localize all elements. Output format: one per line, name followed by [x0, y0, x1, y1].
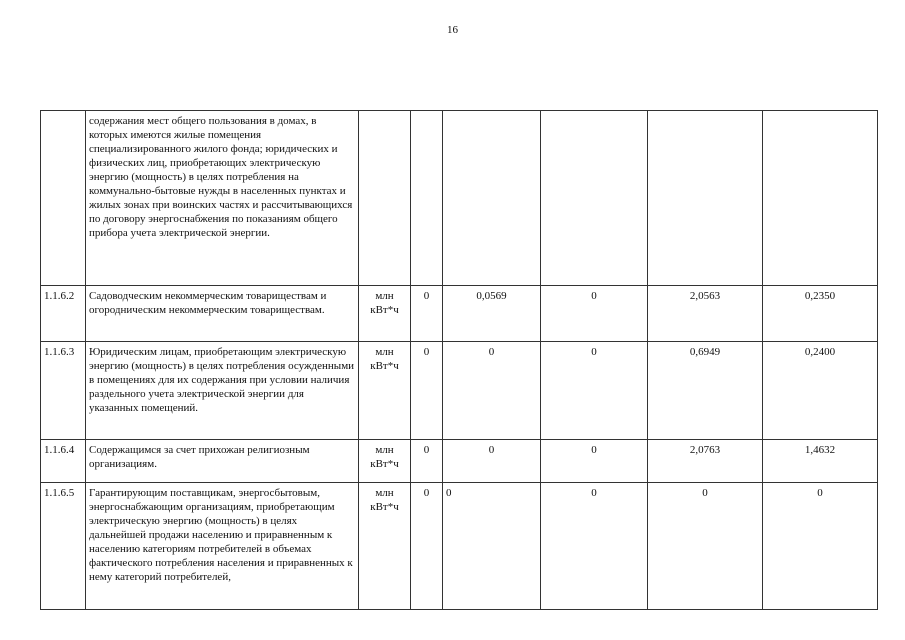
row-value-3: 0 [541, 483, 648, 610]
row-value-3 [541, 111, 648, 286]
table-row [41, 483, 878, 610]
row-value-5 [763, 111, 878, 286]
row-value-1: 0 [411, 483, 443, 610]
table-row [41, 440, 878, 483]
row-code: 1.1.6.3 [41, 342, 86, 440]
row-unit: млн кВт*ч [359, 440, 411, 483]
row-value-4: 0 [648, 483, 763, 610]
row-value-3: 0 [541, 286, 648, 342]
row-value-2: 0,0569 [443, 286, 541, 342]
row-value-2: 0 [443, 440, 541, 483]
data-table [40, 110, 878, 610]
row-value-2: 0 [443, 342, 541, 440]
row-unit: млн кВт*ч [359, 483, 411, 610]
row-unit: млн кВт*ч [359, 342, 411, 440]
row-description: Садоводческим некоммерческим товариществам и огородническим некоммерческим товариществам. [86, 286, 359, 342]
table-row [41, 286, 878, 342]
row-value-4 [648, 111, 763, 286]
row-description: содержания мест общего пользования в домах, в которых имеются жилые помещения специализированного жилого фонда; юридических и физических лиц, приобретающих электрическую энергию (мощность) в целях потребления на коммунально-бытовые нужды в населенных пунктах и жилых зонах при воинских частях и рассчитывающихся по договору энергоснабжения по показаниям общего прибора учета электрической энергии. [86, 111, 359, 286]
row-value-2: 0 [443, 483, 541, 610]
row-value-2 [443, 111, 541, 286]
row-value-1: 0 [411, 286, 443, 342]
row-unit: млн кВт*ч [359, 286, 411, 342]
row-value-5: 1,4632 [763, 440, 878, 483]
row-value-1 [411, 111, 443, 286]
row-value-1: 0 [411, 342, 443, 440]
row-value-3: 0 [541, 440, 648, 483]
row-value-5: 0 [763, 483, 878, 610]
row-value-4: 2,0563 [648, 286, 763, 342]
row-code [41, 111, 86, 286]
row-code: 1.1.6.2 [41, 286, 86, 342]
row-description: Гарантирующим поставщикам, энергосбытовым, энергоснабжающим организациям, приобретающим электрическую энергию (мощность) в целях дальнейшей продажи населению и приравненным к населению категориям потребителей в объемах фактического потребления населения и приравненных к нему категорий потребителей, [86, 483, 359, 610]
row-unit [359, 111, 411, 286]
page-number: 16 [447, 24, 458, 36]
row-description: Юридическим лицам, приобретающим электрическую энергию (мощность) в целях потребления осужденными в помещениях для их содержания при условии наличия раздельного учета электрической энергии для указанных помещений. [86, 342, 359, 440]
row-value-5: 0,2350 [763, 286, 878, 342]
row-value-4: 2,0763 [648, 440, 763, 483]
table-row [41, 111, 878, 286]
row-value-5: 0,2400 [763, 342, 878, 440]
row-code: 1.1.6.5 [41, 483, 86, 610]
row-value-3: 0 [541, 342, 648, 440]
row-value-4: 0,6949 [648, 342, 763, 440]
table-row [41, 342, 878, 440]
row-code: 1.1.6.4 [41, 440, 86, 483]
row-value-1: 0 [411, 440, 443, 483]
row-description: Содержащимся за счет прихожан религиозным организациям. [86, 440, 359, 483]
